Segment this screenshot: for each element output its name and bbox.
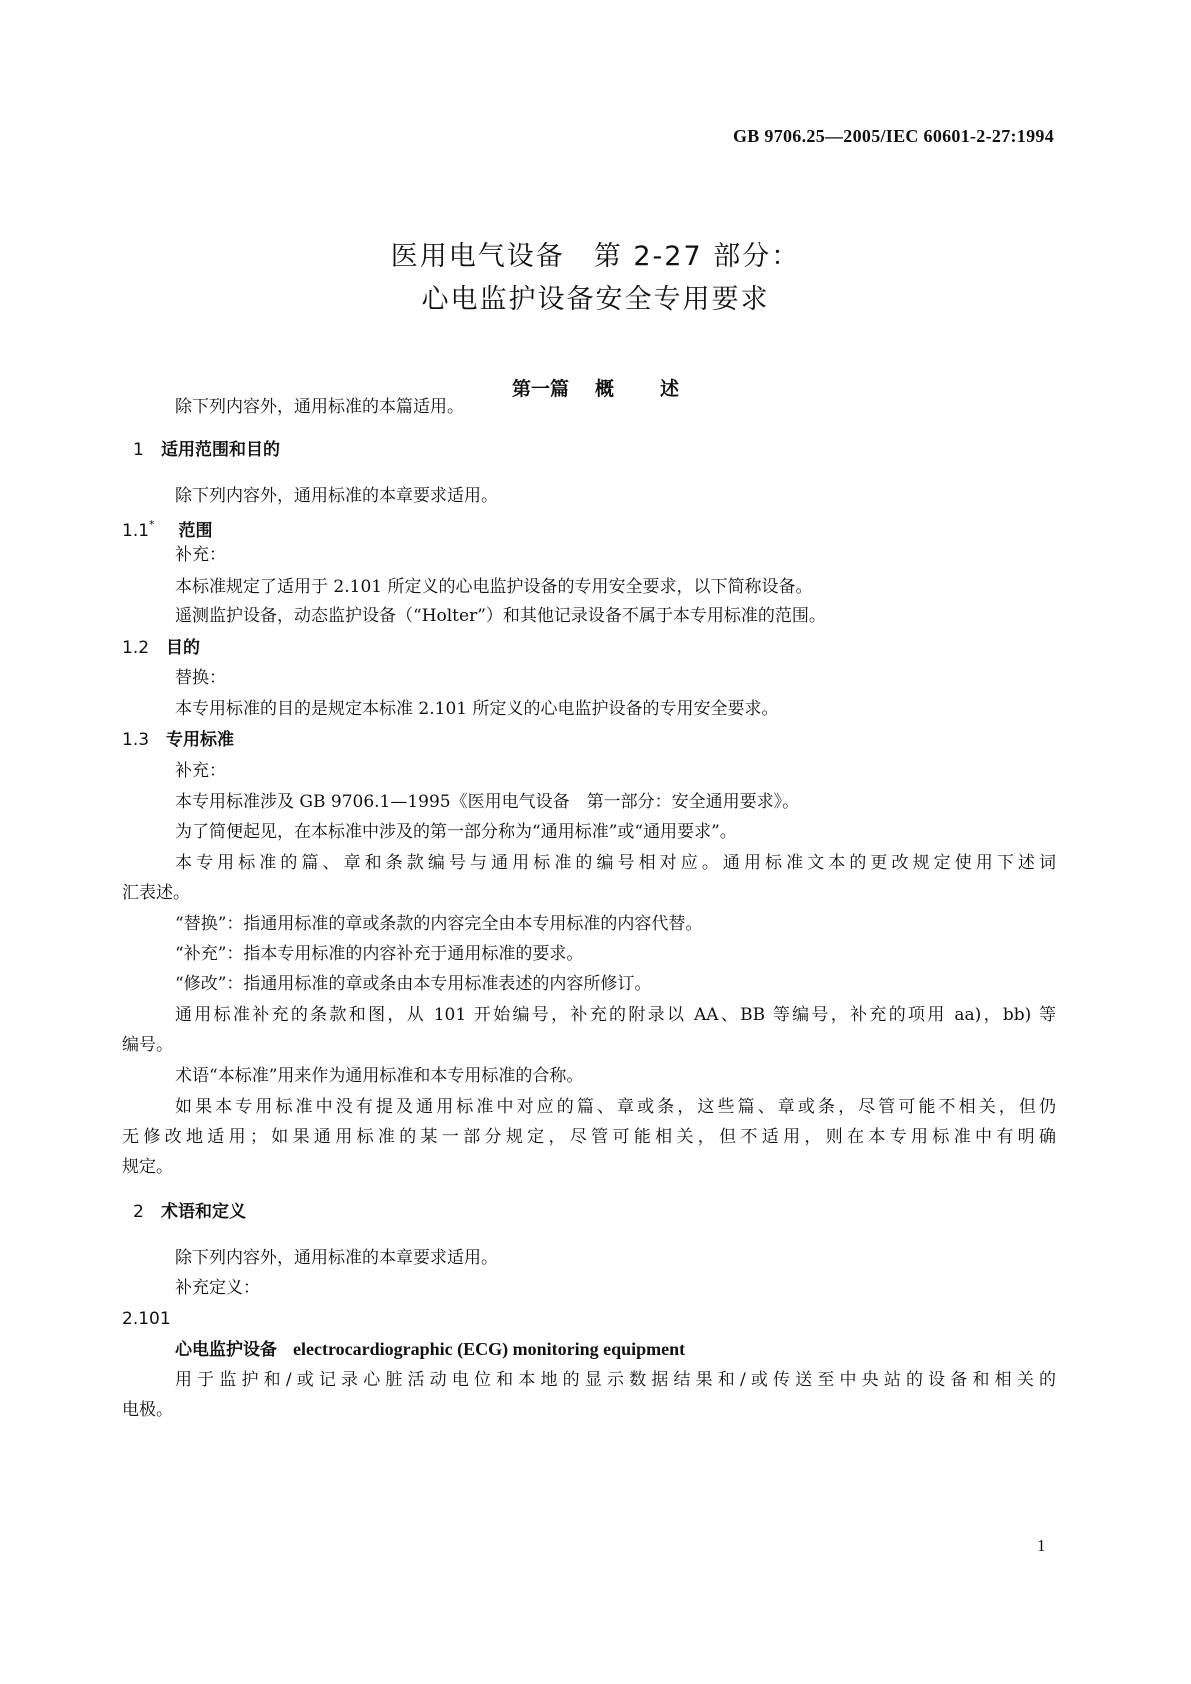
paragraph: 替换： <box>175 668 226 688</box>
part-name-a: 概 <box>594 378 614 400</box>
paragraph: “修改”：指通用标准的章或条由本专用标准表述的内容所修订。 <box>175 974 652 994</box>
section-title: 术语和定义 <box>161 1202 246 1222</box>
paragraph: 补充： <box>175 761 226 781</box>
paragraph: “补充”：指本专用标准的内容补充于通用标准的要求。 <box>175 944 584 964</box>
paragraph-line: 本专用标准的篇、章和条款编号与通用标准的编号相对应。通用标准文本的更改规定使用下述词 <box>175 853 1056 873</box>
paragraph-line: 通用标准补充的条款和图，从 101 开始编号，补充的附录以 AA、BB 等编号，补充的项用 aa)，bb) 等 <box>175 1005 1056 1025</box>
section-1-heading <box>133 438 280 462</box>
clause-1-3-heading <box>122 728 234 752</box>
document-title-line2: 心电监护设备安全专用要求 <box>421 284 770 315</box>
paragraph: 本专用标准涉及 GB 9706.1—1995《医用电气设备 第一部分：安全通用要求》。 <box>175 792 800 812</box>
paragraph: 除下列内容外，通用标准的本章要求适用。 <box>175 486 498 506</box>
clause-number: 1.2 <box>122 638 150 658</box>
term-english: electrocardiographic (ECG) monitoring equipment <box>293 1339 686 1359</box>
defined-term <box>175 1337 685 1362</box>
clause-number: 1.3 <box>122 730 150 750</box>
paragraph: 为了简便起见，在本标准中涉及的第一部分称为“通用标准”或“通用要求”。 <box>175 822 737 842</box>
paragraph: 遥测监护设备，动态监护设备（“Holter”）和其他记录设备不属于本专用标准的范围。 <box>175 606 826 626</box>
document-title-line1: 医用电气设备 第 2-27 部分： <box>390 241 801 272</box>
term-chinese: 心电监护设备 <box>175 1340 277 1360</box>
section-number: 1 <box>133 440 144 460</box>
standard-number: GB 9706.25—2005/IEC 60601-2-27:1994 <box>733 126 1054 146</box>
section-number: 2 <box>133 1202 144 1222</box>
section-title: 适用范围和目的 <box>161 440 280 460</box>
clause-title: 范围 <box>178 521 213 541</box>
paragraph-line: 规定。 <box>122 1157 173 1177</box>
clause-title: 专用标准 <box>166 730 234 750</box>
paragraph: 本标准规定了适用于 2.101 所定义的心电监护设备的专用安全要求，以下简称设备。 <box>175 577 813 597</box>
part-name-b: 述 <box>660 378 680 400</box>
clause-1-1-heading <box>122 513 213 543</box>
section-2-heading <box>133 1200 246 1224</box>
definition-line: 电极。 <box>122 1400 173 1420</box>
paragraph: 补充： <box>175 545 226 565</box>
clause-number: 1.1 <box>122 521 150 541</box>
definition-line: 用于监护和/或记录心脏活动电位和本地的显示数据结果和/或传送至中央站的设备和相关的 <box>175 1370 1056 1390</box>
paragraph: 除下列内容外，通用标准的本章要求适用。 <box>175 1248 498 1268</box>
paragraph-line: 如果本专用标准中没有提及通用标准中对应的篇、章或条，这些篇、章或条，尽管可能不相关，但仍 <box>175 1097 1056 1117</box>
page-number: 1 <box>1037 1536 1046 1555</box>
clause-1-2-heading <box>122 636 200 660</box>
definition-number: 2.101 <box>122 1309 171 1329</box>
paragraph-line: 无修改地适用；如果通用标准的某一部分规定，尽管可能相关，但不适用，则在本专用标准中有明确 <box>122 1127 1056 1147</box>
clause-mark: * <box>149 518 155 531</box>
paragraph: 术语“本标准”用来作为通用标准和本专用标准的合称。 <box>175 1066 584 1086</box>
part-label: 第一篇 <box>511 378 569 400</box>
paragraph: “替换”：指通用标准的章或条款的内容完全由本专用标准的内容代替。 <box>175 914 703 934</box>
paragraph-line: 汇表述。 <box>122 883 190 903</box>
paragraph: 本专用标准的目的是规定本标准 2.101 所定义的心电监护设备的专用安全要求。 <box>175 699 779 719</box>
part-intro: 除下列内容外，通用标准的本篇适用。 <box>175 397 464 417</box>
paragraph-line: 编号。 <box>122 1035 173 1055</box>
clause-title: 目的 <box>166 638 200 658</box>
paragraph: 补充定义： <box>175 1278 260 1298</box>
